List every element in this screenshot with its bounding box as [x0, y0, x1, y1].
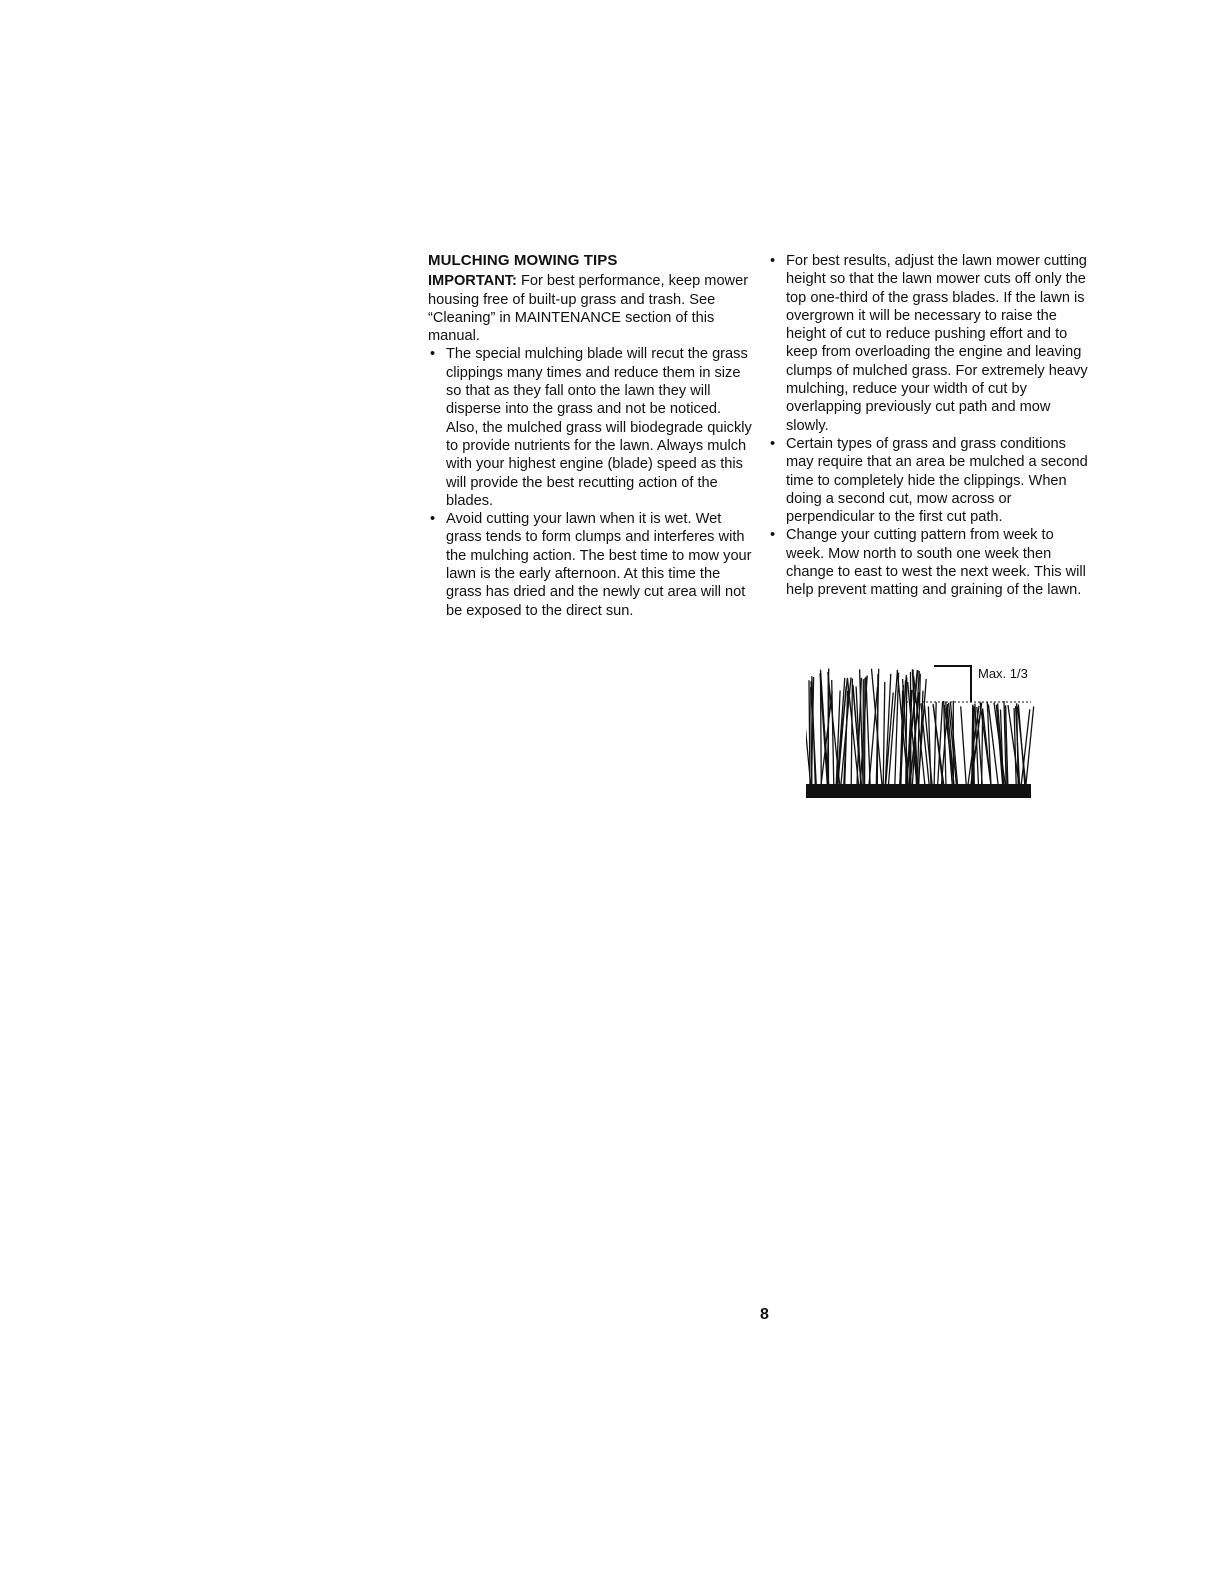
- left-column: [428, 252, 754, 620]
- list-item-text: Avoid cutting your lawn when it is wet. Wet grass tends to form clumps and interferes with the mulching action. The best time to mow your lawn is the early afternoon. At this time the grass has dried and the newly cut area will not be exposed to the direct sun.: [446, 511, 752, 619]
- list-item: [768, 252, 1088, 435]
- max-third-label: Max. 1/3: [978, 666, 1028, 681]
- right-bullet-list: [768, 252, 1088, 600]
- important-label: IMPORTANT:: [428, 273, 517, 290]
- bullet-icon: •: [770, 435, 776, 452]
- list-item-text: Certain types of grass and grass conditions may require that an area be mulched a second time to completely hide the clippings. When doing a second cut, mow across or perpendicular to the first cut path.: [786, 435, 1088, 526]
- bullet-icon: •: [430, 346, 436, 363]
- list-item-text: The special mulching blade will recut the grass clippings many times and reduce them in size so that as they fall onto the lawn they will disperse into the grass and not be noticed. Also, the mulched grass will biodegrade quickly to provide nutrients for the lawn. Always mulch with your highest engine (blade) speed as this will provide the best recutting action of the blades.: [446, 346, 752, 509]
- bullet-icon: •: [770, 527, 776, 544]
- bullet-icon: •: [770, 253, 776, 269]
- left-bullet-list: [428, 345, 754, 619]
- important-note: [428, 272, 754, 345]
- right-column: [768, 252, 1088, 600]
- list-item: [768, 435, 1088, 526]
- list-item-text: Change your cutting pattern from week to week. Mow north to south one week then change to east to west the next week. This will help prevent matting and graining of the lawn.: [786, 527, 1086, 599]
- list-item-text: For best results, adjust the lawn mower cutting height so that the lawn mower cuts off only the top one-third of the grass blades. If the lawn is overgrown it will be necessary to raise the height of cut to reduce pushing effort and to keep from overloading the engine and leaving clumps of mulched grass. For extremely heavy mulching, reduce your width of cut by overlapping previously cut path and mow slowly.: [786, 253, 1088, 434]
- bullet-icon: •: [430, 511, 436, 528]
- list-item: [428, 345, 754, 510]
- grass-height-figure: [806, 660, 1046, 800]
- section-heading: MULCHING MOWING TIPS: [428, 252, 618, 269]
- important-text: For best performance, keep mower housing free of built-up grass and trash. See “Cleaning” in MAINTENANCE section of this manual.: [428, 273, 749, 345]
- list-item: [768, 526, 1088, 599]
- page-number: 8: [760, 1306, 769, 1323]
- grass-cut-height-illustration-icon: [806, 660, 1046, 800]
- list-item: [428, 510, 754, 620]
